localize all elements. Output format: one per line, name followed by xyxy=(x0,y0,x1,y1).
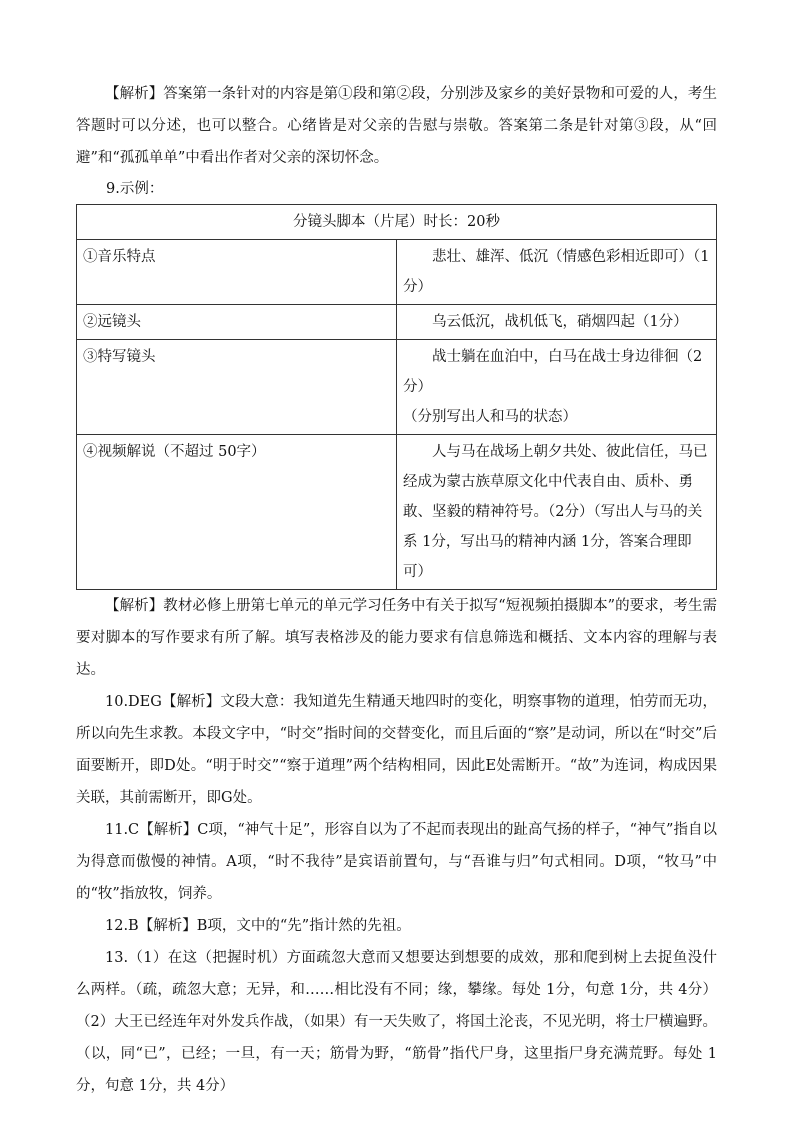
table-cell-item: ④视频解说（不超过 50字） xyxy=(77,435,397,590)
table-row xyxy=(77,305,717,340)
table-row xyxy=(77,435,717,590)
question-11-answer: 11.C【解析】C项，“神气十足”，形容自以为了不起而表现出的趾高气扬的样子，“神气”指自以为得意而傲慢的神情。A项，“时不我待”是宾语前置句，与“吾谁与归”句式相同。D项，“牧马”中的“牧”指放牧，饲养。 xyxy=(76,822,717,902)
table-cell-content: 人与马在战场上朝夕共处、彼此信任，马已经成为蒙古族草原文化中代表自由、质朴、勇敢、坚毅的精神符号。（2分）（写出人与马的关系 1分，写出马的精神内涵 1分，答案合理即可） xyxy=(397,435,717,590)
table-cell-text: 战士躺在血泊中，白马在战士身边徘徊（2分） xyxy=(403,349,703,395)
table-cell-note: （分别写出人和马的状态） xyxy=(403,409,577,425)
table-cell-item: ③特写镜头 xyxy=(77,340,397,435)
table-cell-content: 悲壮、雄浑、低沉（情感色彩相近即可）（1分） xyxy=(397,240,717,305)
answer-analysis-paragraph: 【解析】答案第一条针对的内容是第①段和第②段，分别涉及家乡的美好景物和可爱的人，考生答题时可以分述，也可以整合。心绪皆是对父亲的告慰与崇敬。答案第二条是针对第③段，从“回避”和“孤孤单单”中看出作者对父亲的深切怀念。 xyxy=(76,86,717,166)
storyboard-script-table xyxy=(76,204,717,590)
question-10-answer: 10.DEG【解析】文段大意：我知道先生精通天地四时的变化，明察事物的道理，怕劳而无功，所以向先生求教。本段文字中，“时交”指时间的交替变化，而且后面的“察”是动词，所以在“时交”后面要断开，即D处。“明于时交”“察于道理”两个结构相同，因此E处需断开。“故”为连词，构成因果关联，其前需断开，即G处。 xyxy=(76,694,717,806)
question-9-label: 9.示例： xyxy=(106,181,164,197)
question-13-answer: 13.（1）在这（把握时机）方面疏忽大意而又想要达到想要的成效，那和爬到树上去捉鱼没什么两样。（疏，疏忽大意；无异，和……相比没有不同；缘，攀缘。每处 1分，句意 1分，共 4分）（2）大王已经连年对外发兵作战，（如果）有一天失败了，将国土沦丧，不见光明，将士尸横遍野。（以，同“已”，已经；一旦，有一天；筋骨为野，“筋骨”指代尸身，这里指尸身充满荒野。每处 1分，句意 1分，共 4分） xyxy=(76,950,717,1094)
table-cell-content: 乌云低沉，战机低飞，硝烟四起（1分） xyxy=(397,305,717,340)
textbook-analysis-paragraph: 【解析】教材必修上册第七单元的单元学习任务中有关于拟写“短视频拍摄脚本”的要求，考生需要对脚本的写作要求有所了解。填写表格涉及的能力要求有信息筛选和概括、文本内容的理解与表达。 xyxy=(76,598,717,678)
table-cell-item: ①音乐特点 xyxy=(77,240,397,305)
table-row xyxy=(77,240,717,305)
table-cell-content xyxy=(397,340,717,435)
question-12-answer: 12.B【解析】B项，文中的“先”指计然的先祖。 xyxy=(105,918,411,934)
table-title-row xyxy=(77,205,717,240)
table-title: 分镜头脚本（片尾）时长：20秒 xyxy=(77,205,717,240)
table-row xyxy=(77,340,717,435)
document-page xyxy=(76,78,717,1102)
table-cell-item: ②远镜头 xyxy=(77,305,397,340)
